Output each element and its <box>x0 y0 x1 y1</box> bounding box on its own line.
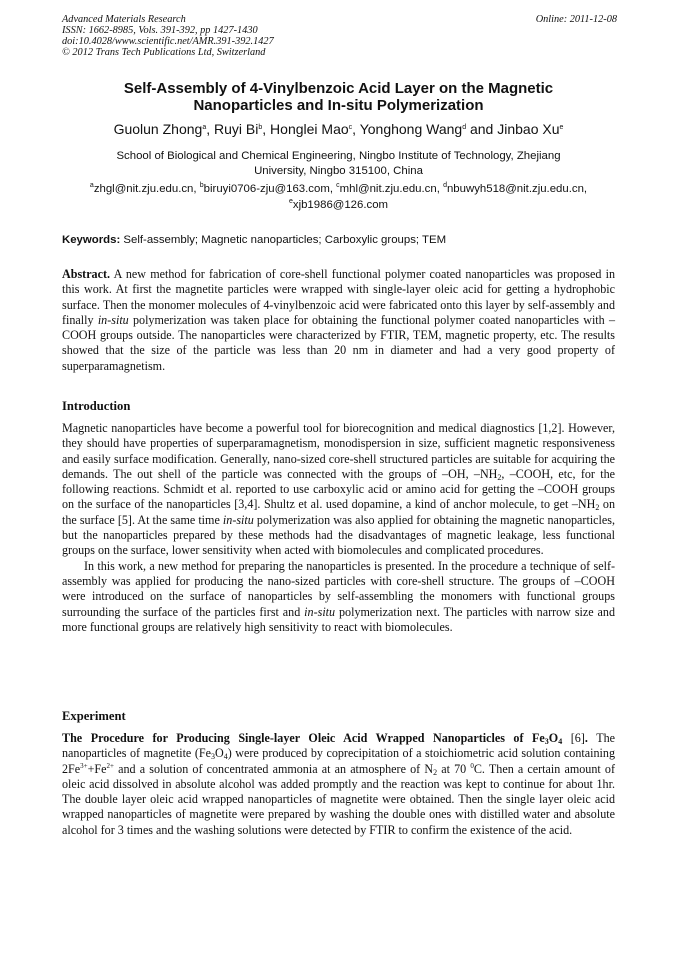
author-separator: and <box>466 121 498 137</box>
subscript: 4 <box>558 737 563 746</box>
subheading-period: . <box>584 731 588 745</box>
intro-text: on the surface [5]. At the same time <box>62 497 615 527</box>
author-separator: , <box>206 121 214 137</box>
email-separator: , <box>193 183 200 195</box>
author-name: Jinbao Xu <box>497 121 560 137</box>
email-address[interactable]: mhl@nit.zju.edu.cn <box>339 183 437 195</box>
subscript: 2 <box>595 503 600 513</box>
email-address[interactable]: nbuwyh518@nit.zju.edu.cn <box>446 183 584 195</box>
author-mark: d <box>462 124 467 131</box>
experiment-body <box>62 731 615 838</box>
intro-paragraph-1 <box>62 421 615 559</box>
copyright-line: © 2012 Trans Tech Publications Ltd, Switzerland <box>62 47 266 58</box>
experiment-text: ) were produced by coprecipitation of a stoichiometric acid solution containing 2Fe <box>62 746 615 776</box>
author-mark: c <box>348 124 353 131</box>
email-address[interactable]: xjb1986@126.com <box>292 199 389 211</box>
experiment-heading: Experiment <box>62 709 126 723</box>
author-name: Guolun Zhong <box>113 121 203 137</box>
intro-text: In this work, a new method for preparing the nanoparticles is presented. In the procedure a technique of self-assembly was applied for producing the nano-sized particles with core-shell structure. The groups of –COOH were introduced on the surface of nanoparticles by self-assembling the monomers with functional groups surrounding the surface of the particles first and <box>62 558 615 619</box>
keywords <box>62 233 615 247</box>
online-date: Online: 2011-12-08 <box>535 14 617 25</box>
superscript: 0 <box>470 761 474 770</box>
abstract-label: Abstract. <box>62 267 111 281</box>
subheading-text: The Procedure for Producing Single-layer Oleic Acid Wrapped Nanoparticles of Fe <box>62 731 545 745</box>
intro-text: polymerization was also applied for obtaining the magnetic nanoparticles, but the nanoparticles prepared by these methods had the disadvantages of magnetic leakage, less functional groups on the surface, lower sensitivity when acted with biomolecules and complicated procedures. <box>62 512 615 558</box>
intro-text: polymerization next. The particles with narrow size and more functional groups are relatively high sensitivity to react with biomolecules. <box>62 604 615 634</box>
introduction-body <box>62 421 615 635</box>
reference-cite: [6] <box>562 731 585 745</box>
abstract <box>62 267 615 374</box>
author-separator: , <box>352 121 360 137</box>
introduction-heading: Introduction <box>62 399 131 413</box>
title-line-1: Self-Assembly of 4-Vinylbenzoic Acid Layer on the Magnetic <box>123 80 554 97</box>
abstract-text: A new method for fabrication of core-shell functional polymer coated nanoparticles was proposed in this work. At first the magnetite particles were wrapped with single-layer oleic acid for getting a hydrophobic surface. Then the monomer molecules of 4-vinylbenzoic acid were fabricated onto this layer by self-assembly and finally <box>62 267 615 327</box>
author-separator: , <box>262 121 271 137</box>
email-address[interactable]: biruyi0706-zju@163.com <box>203 183 330 195</box>
journal-name: Advanced Materials Research <box>62 14 186 25</box>
experiment-text: at 70 <box>437 761 471 776</box>
experiment-text: O <box>214 746 224 761</box>
email-mark: a <box>89 182 94 189</box>
email-mark: d <box>443 182 447 189</box>
email-list <box>62 181 615 213</box>
doi-line[interactable]: doi:10.4028/www.scientific.net/AMR.391-392.1427 <box>62 36 274 47</box>
journal-header <box>62 14 617 58</box>
email-separator: , <box>436 183 444 195</box>
superscript: 2+ <box>106 761 114 770</box>
keywords-label: Keywords: <box>62 234 121 246</box>
subscript: 2 <box>497 472 502 482</box>
issn-line: ISSN: 1662-8985, Vols. 391-392, pp 1427-1430 <box>62 25 258 36</box>
author-mark: a <box>202 124 207 131</box>
intro-text: , –COOH, etc, for the following reactions. Schmidt et al. reported to use carboxylic acid or amino acid for getting the –COOH groups on the surface of the nanoparticles [3,4]. Shultz et al. used dopamine, a kind of anchor molecule, to get –NH <box>62 466 615 512</box>
author-name: Yonghong Wang <box>359 121 463 137</box>
author-mark: e <box>559 124 564 131</box>
experiment-text: The nanoparticles of magnetite (Fe <box>62 731 616 761</box>
subscript: 4 <box>223 752 228 762</box>
experiment-text: and a solution of concentrated ammonia at an atmosphere of N <box>113 761 434 776</box>
author-name: Honglei Mao <box>270 121 349 137</box>
email-address[interactable]: zhgl@nit.zju.edu.cn <box>93 183 194 195</box>
intro-paragraph-2 <box>62 559 615 635</box>
keywords-text: Self-assembly; Magnetic nanoparticles; Carboxylic groups; TEM <box>120 234 447 246</box>
subscript: 3 <box>544 737 549 746</box>
author-list <box>62 121 615 138</box>
procedure-subheading <box>62 731 562 745</box>
subscript: 3 <box>210 752 215 762</box>
subheading-text: O <box>548 731 559 745</box>
email-separator: , <box>583 183 588 195</box>
title-line-2: Nanoparticles and In-situ Polymerization <box>193 97 484 114</box>
email-separator: , <box>329 183 337 195</box>
experiment-text: C. Then a certain amount of oleic acid dissolved in absolute alcohol was added promptly and the reaction was kept to continue for about 1hr. The double layer oleic acid wrapped nanoparticles of magnetite were obtained. Then the single layer oleic acid wrapped nanoparticles of magnetite were prepared by washing the double ones with distilled water and absolute alcohol for 3 times and the washing solutions were detected by FTIR to confirm the existence of the acid. <box>62 761 615 837</box>
experiment-text: +Fe <box>87 761 107 776</box>
intro-italic: in-situ <box>304 604 336 619</box>
author-mark: b <box>258 124 263 131</box>
email-line-1 <box>62 181 615 197</box>
email-mark: e <box>288 198 293 205</box>
author-name: Ruyi Bi <box>214 121 259 137</box>
affiliation-line-2: University, Ningbo 315100, China <box>254 165 423 177</box>
superscript: 3+ <box>80 761 88 770</box>
experiment-paragraph <box>62 731 615 838</box>
email-mark: b <box>199 182 204 189</box>
abstract-text: polymerization was taken place for obtaining the functional polymer coated nanoparticles with –COOH groups outside. The nanoparticles were characterized by FTIR, TEM, magnetic property, etc. The results showed that the size of the particle was less than 20 nm in diameter and had a very good property of superparamagnetism. <box>62 312 615 373</box>
intro-italic: in-situ <box>222 512 254 527</box>
email-mark: c <box>336 182 340 189</box>
intro-text: Magnetic nanoparticles have become a powerful tool for biorecognition and medical diagnostics [1,2]. However, they should have properties of superparamagnetism, monodispersion in size, sufficient magnetic responsiveness and easily surface modification. Generally, nano-sized core-shell structured particles are suitable for acquiring the demands. The out shell of the particle was connected with the groups of –OH, –NH <box>62 421 615 481</box>
subscript: 2 <box>433 767 438 777</box>
email-line-2 <box>62 197 615 213</box>
affiliation-line-1: School of Biological and Chemical Engineering, Ningbo Institute of Technology, Zhejiang <box>116 150 561 162</box>
abstract-italic: in-situ <box>97 312 129 327</box>
paper-title <box>62 80 615 114</box>
affiliation <box>62 149 615 179</box>
